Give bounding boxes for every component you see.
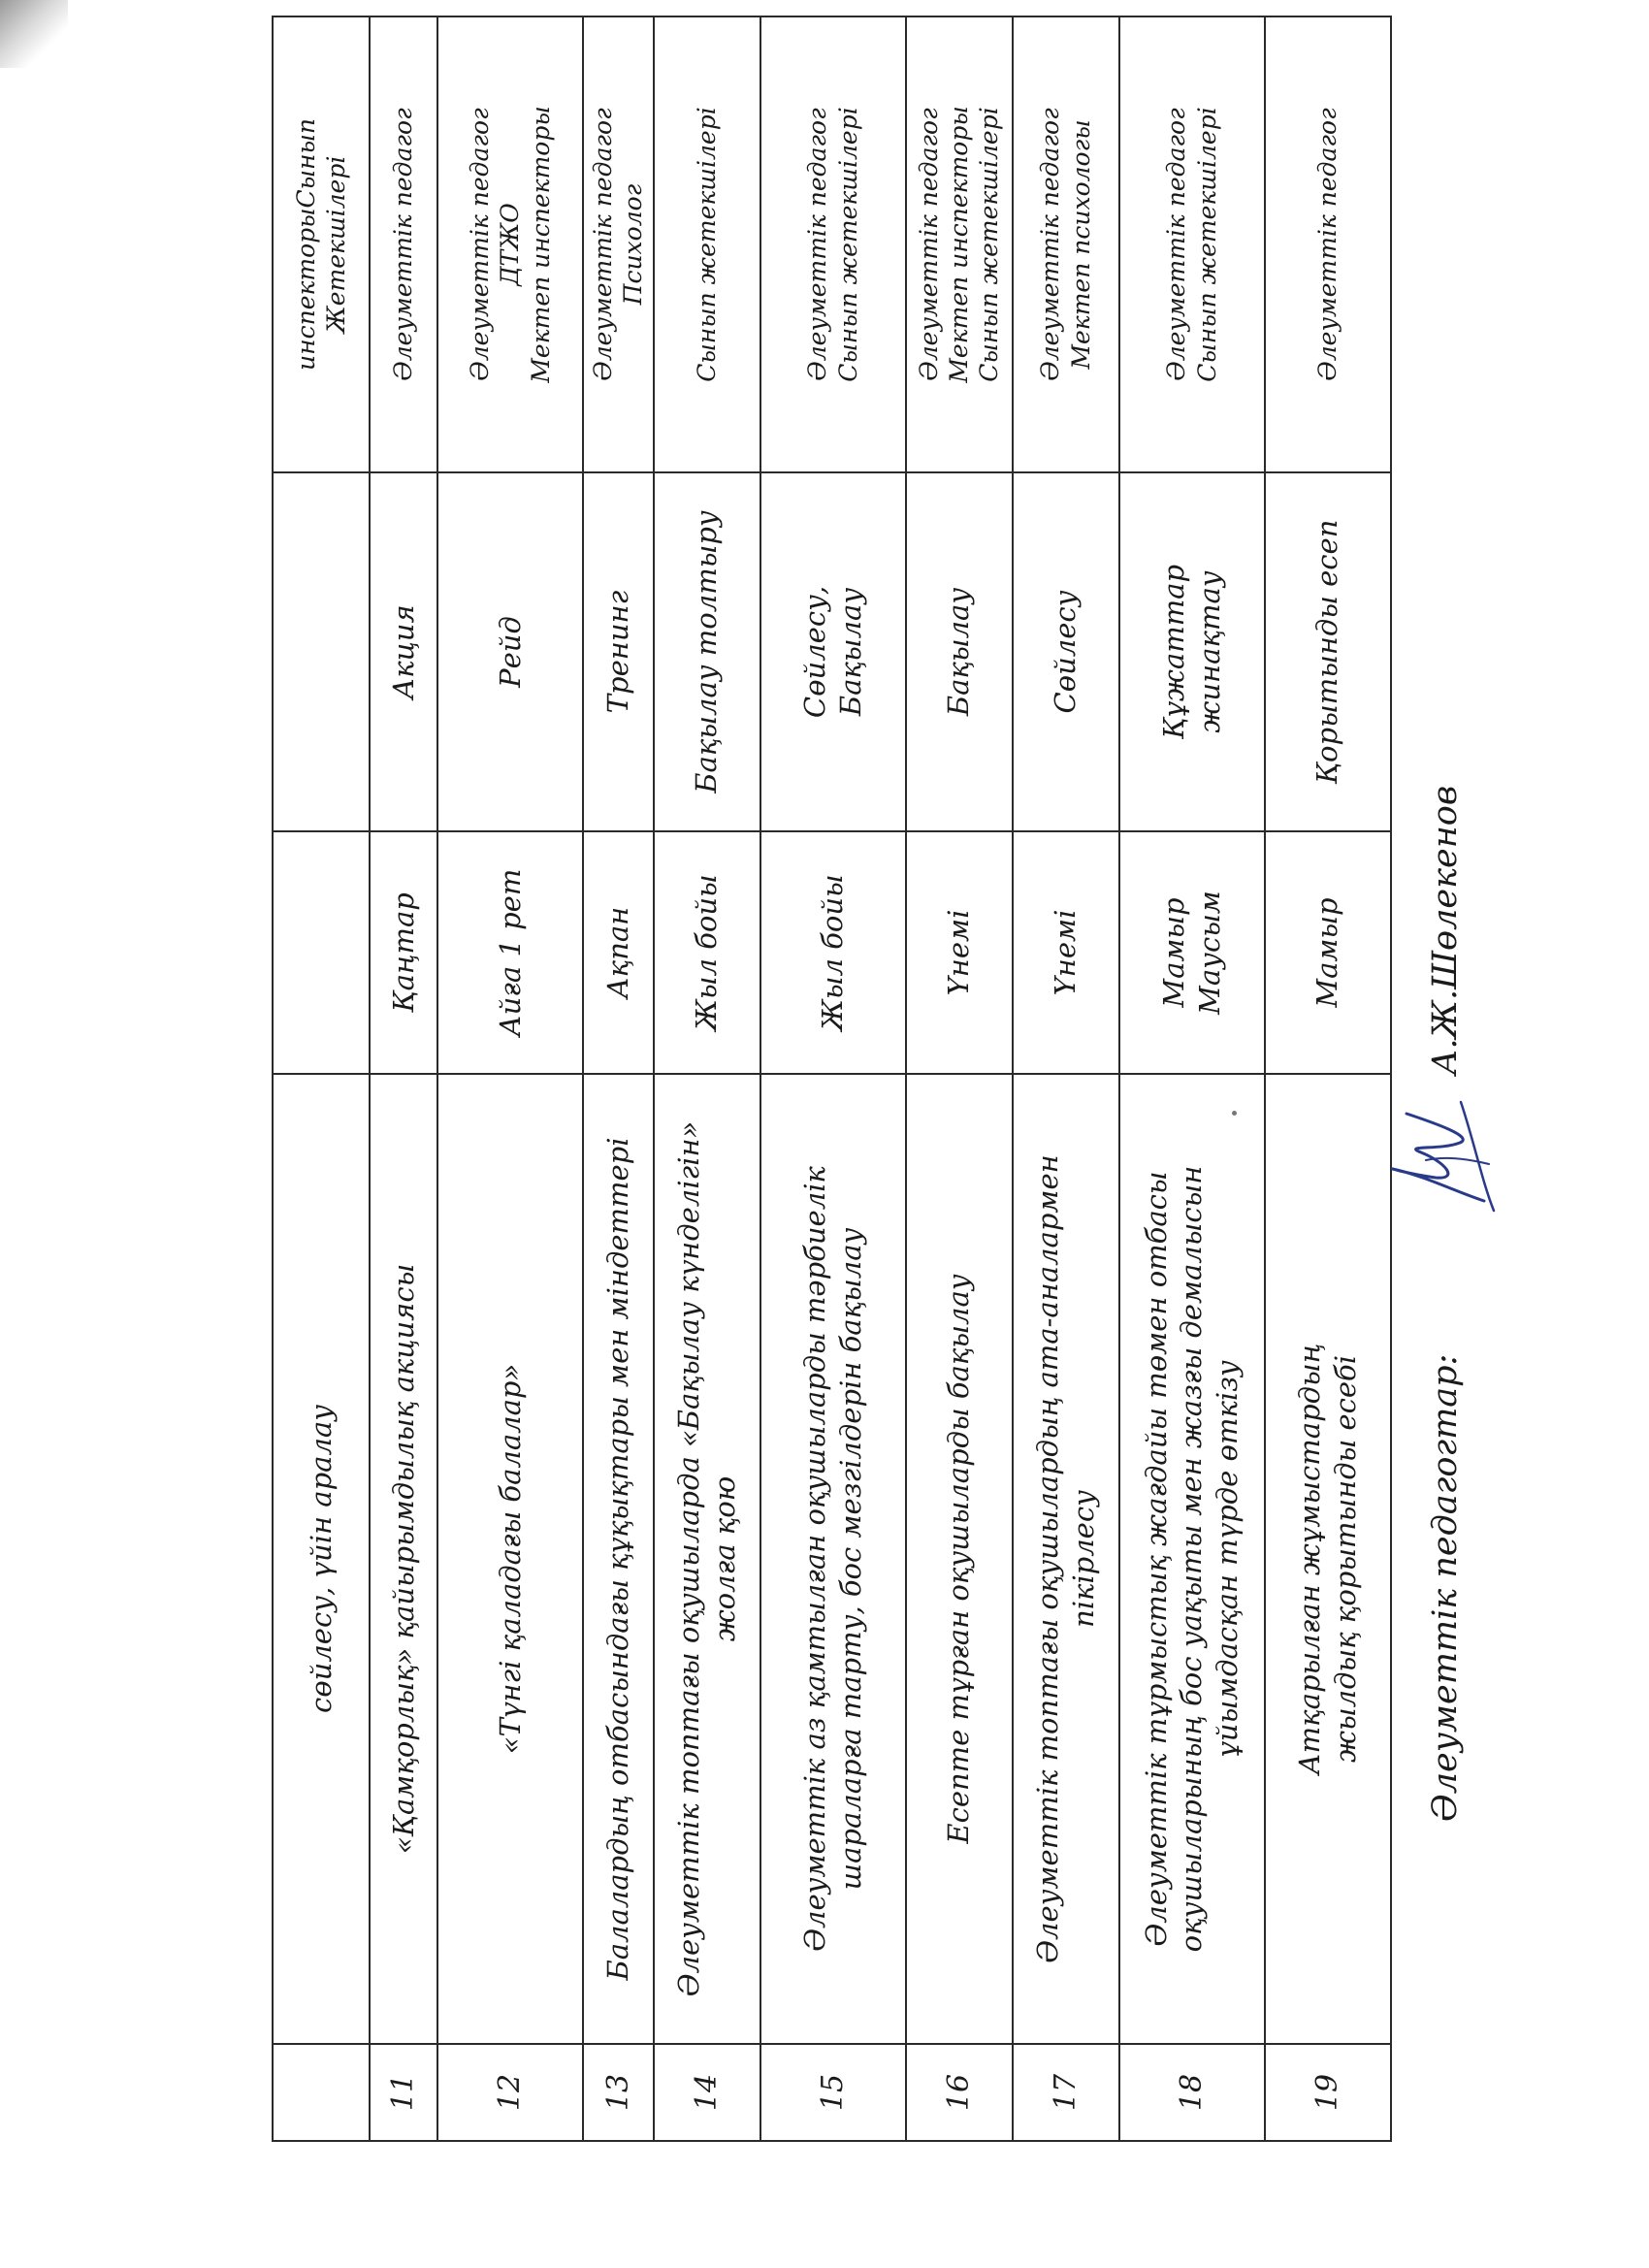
cell-form xyxy=(583,472,654,831)
cell-number: 15 xyxy=(760,2044,906,2141)
cell-event xyxy=(1119,1074,1265,2044)
cell-line: Мектеп инспекторы xyxy=(526,106,555,383)
cell-line: Мамыр xyxy=(1157,897,1191,1008)
cell-line: Маусым xyxy=(1192,891,1226,1015)
cell-responsible xyxy=(1119,16,1265,472)
cell-responsible xyxy=(654,16,760,472)
cell-form xyxy=(654,472,760,831)
cell-line: Ақпан xyxy=(601,906,635,999)
cell-line: Бақылау толтыру xyxy=(690,510,724,794)
cell-responsible xyxy=(1013,16,1119,472)
table-row xyxy=(437,16,583,2141)
table-row xyxy=(583,16,654,2141)
cell-line: Тренинг xyxy=(601,590,635,714)
cell-event xyxy=(370,1074,437,2044)
cell-date xyxy=(370,831,437,1074)
cell-date xyxy=(1119,831,1265,1074)
cell-event xyxy=(760,1074,906,2044)
cell-line: Үнемі xyxy=(942,909,976,996)
signature-label: Әлеуметтік педагогтар: xyxy=(1426,1353,1465,1822)
cell-line: Бақылау xyxy=(833,587,867,717)
cell-form xyxy=(760,472,906,831)
cell-event xyxy=(1013,1074,1119,2044)
cell-form xyxy=(437,472,583,831)
cell-line: Айға 1 рет xyxy=(493,868,527,1037)
cell-form xyxy=(1119,472,1265,831)
cell-form xyxy=(1265,472,1391,831)
cell-form xyxy=(273,472,370,831)
cell-line: Сынып жетекшілері xyxy=(1192,107,1221,382)
cell-line: Әлеуметтік педагог xyxy=(803,108,832,381)
cell-number: 19 xyxy=(1265,2044,1391,2141)
cell-line: инспекторыСынып xyxy=(291,118,320,371)
cell-date xyxy=(760,831,906,1074)
table-row xyxy=(370,16,437,2141)
cell-line: Сынып жетекшілері xyxy=(833,107,862,382)
cell-line: Жыл бойы xyxy=(816,874,850,1031)
table-row xyxy=(273,16,370,2141)
cell-line: Есепте тұрған оқушыларды бақылау xyxy=(942,1274,976,1844)
cell-line: Мектеп инспекторы xyxy=(944,106,973,383)
cell-line: Акция xyxy=(386,604,420,699)
cell-event xyxy=(654,1074,760,2044)
cell-line: жолға қою xyxy=(707,1475,741,1642)
cell-line: Әлеуметтік аз қамтылған оқушыларды тәрбиелік xyxy=(798,1166,832,1952)
cell-date xyxy=(1013,831,1119,1074)
table-body xyxy=(273,16,1391,2141)
table-row xyxy=(1013,16,1119,2141)
cell-line: Рейд xyxy=(493,616,527,688)
cell-line: Қорытынды есеп xyxy=(1310,519,1344,785)
cell-number: 14 xyxy=(654,2044,760,2141)
cell-line: «Түнгі қаладағы балалар» xyxy=(493,1363,527,1755)
cell-line: Құжаттар xyxy=(1157,564,1191,740)
cell-number: 11 xyxy=(370,2044,437,2141)
cell-line: Әлеуметтік топтағы оқушылардың ата-аналармен xyxy=(1031,1154,1065,1963)
cell-line: Сынып жетекшілері xyxy=(975,107,1004,382)
cell-number xyxy=(273,2044,370,2141)
cell-line: Әлеуметтік педагог xyxy=(1036,108,1065,381)
cell-line: Бақылау xyxy=(942,587,976,717)
cell-line: Әлеуметтік педагог xyxy=(466,108,495,381)
cell-responsible xyxy=(760,16,906,472)
cell-responsible xyxy=(906,16,1013,472)
cell-line: Сынып жетекшілері xyxy=(692,107,721,382)
table-row xyxy=(1265,16,1391,2141)
cell-form xyxy=(1013,472,1119,831)
cell-line: Әлеуметтік педагог xyxy=(389,108,418,381)
cell-responsible xyxy=(273,16,370,472)
cell-date xyxy=(583,831,654,1074)
cell-line: Үнемі xyxy=(1049,909,1083,996)
cell-line: шараларға тарту, бос мезгілдерін бақылау xyxy=(833,1227,867,1891)
cell-line: «Қамқорлық» қайырымдылық акциясы xyxy=(386,1263,420,1855)
cell-line: Сөйлесу xyxy=(1049,590,1083,714)
cell-line: жылдық қорытынды есебі xyxy=(1328,1355,1362,1763)
cell-number: 16 xyxy=(906,2044,1013,2141)
table-row xyxy=(760,16,906,2141)
event-plan-table xyxy=(272,16,1392,2142)
cell-responsible xyxy=(437,16,583,472)
cell-number: 17 xyxy=(1013,2044,1119,2141)
signatory-name: А.Ж.Шөлекенов xyxy=(1426,785,1465,1075)
cell-line: Қаңтар xyxy=(386,892,420,1013)
cell-number: 18 xyxy=(1119,2044,1265,2141)
cell-event xyxy=(273,1074,370,2044)
table-row xyxy=(1119,16,1265,2141)
cell-responsible xyxy=(583,16,654,472)
cell-line: пікірлесу xyxy=(1066,1490,1100,1628)
cell-date xyxy=(1265,831,1391,1074)
cell-line: Жетекшілері xyxy=(322,155,350,334)
cell-line: Сөйлесу, xyxy=(798,585,832,719)
cell-event xyxy=(437,1074,583,2044)
cell-line: Психолог xyxy=(619,183,648,306)
cell-line: ұйымдасқан түрде өткізу xyxy=(1210,1360,1244,1758)
cell-line: Мамыр xyxy=(1310,897,1344,1008)
cell-line: Әлеуметтік педагог xyxy=(1312,108,1342,381)
cell-line: ДТЖО xyxy=(496,203,525,286)
table-row xyxy=(654,16,760,2141)
cell-line: оқушыларының бос уақыты мен жазғы демалысын xyxy=(1175,1165,1209,1953)
cell-event xyxy=(583,1074,654,2044)
cell-responsible xyxy=(1265,16,1391,472)
cell-line: сөйлесу, үйін аралау xyxy=(304,1404,338,1714)
cell-date xyxy=(273,831,370,1074)
cell-line: Әлеуметтік тұрмыстық жағдайы төмен отбасы xyxy=(1140,1171,1174,1947)
cell-responsible xyxy=(370,16,437,472)
handwritten-signature xyxy=(1368,1094,1513,1220)
cell-line: Әлеуметтік педагог xyxy=(1162,108,1191,381)
cell-date xyxy=(906,831,1013,1074)
cell-date xyxy=(437,831,583,1074)
cell-line: Балалардың отбасындағы құқықтары мен міндеттері xyxy=(601,1137,635,1981)
cell-line: Жыл бойы xyxy=(690,874,724,1031)
cell-line: Әлеуметтік педагог xyxy=(589,108,617,381)
cell-date xyxy=(654,831,760,1074)
cell-form xyxy=(906,472,1013,831)
cell-line: Әлеуметтік топтағы оқушыларда «Бақылау күнделігін» xyxy=(672,1120,706,1997)
cell-number: 12 xyxy=(437,2044,583,2141)
cell-line: Мектеп психологы xyxy=(1066,119,1095,370)
cell-number: 13 xyxy=(583,2044,654,2141)
cell-form xyxy=(370,472,437,831)
table-row xyxy=(906,16,1013,2141)
cell-line: Әлеуметтік педагог xyxy=(914,108,943,381)
cell-line: Атқарылған жұмыстардың xyxy=(1293,1343,1327,1775)
cell-event xyxy=(906,1074,1013,2044)
cell-line: жинақтау xyxy=(1192,570,1226,733)
